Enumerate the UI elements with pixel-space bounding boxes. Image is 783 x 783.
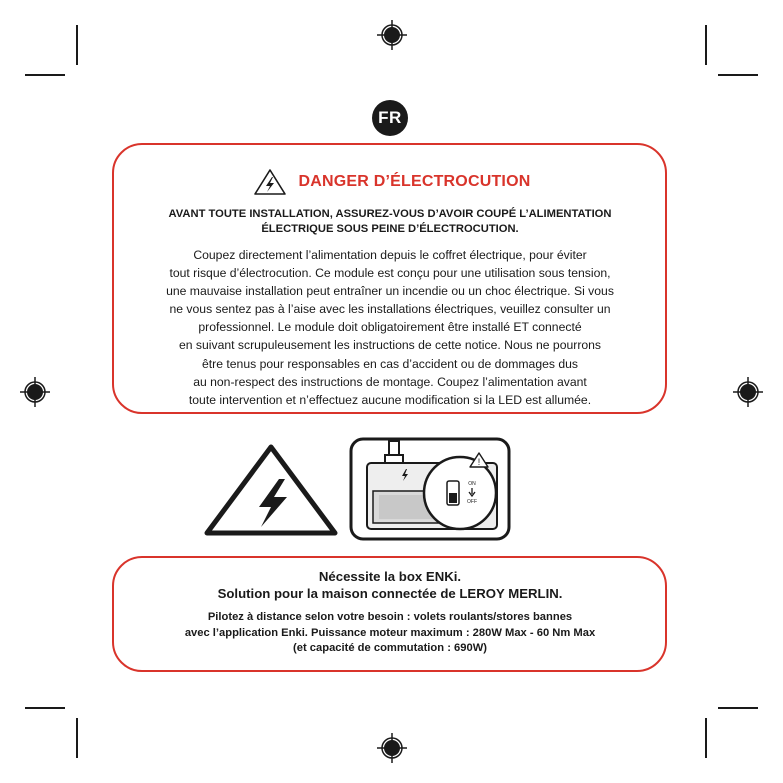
danger-body-line: être tenus pour responsables en cas d’accident ou de dommages dus [201,356,578,371]
crop-mark [25,74,65,76]
registration-mark-icon [20,377,50,407]
svg-text:!: ! [477,457,481,467]
info-body-line: avec l’application Enki. Puissance moteur maximum : 280W Max - 60 Nm Max [184,626,596,639]
registration-mark-icon [377,733,407,763]
danger-body [118,246,662,409]
registration-mark-icon [733,377,763,407]
danger-body-line: une mauvaise installation peut entraîner un incendie ou un choc électrique. Si vous [166,284,614,299]
danger-heading [120,207,660,237]
crop-mark [705,25,707,65]
switch-on-label: ON [468,481,476,487]
danger-body-line: ne vous sentez pas à l’aise avec les installations électriques, veuillez consulter un [169,302,611,317]
high-voltage-warning-icon [201,441,341,539]
danger-body-line: toute intervention et n’effectuez aucune modification si la LED est allumée. [188,392,592,407]
danger-body-line: au non-respect des instructions de montage. Coupez l’alimentation avant [193,374,587,389]
info-body [120,610,660,657]
danger-heading-line: ÉLECTRIQUE SOUS PEINE D’ÉLECTROCUTION. [261,223,519,235]
crop-mark [76,25,78,65]
language-badge: FR [372,100,408,136]
crop-mark [718,74,758,76]
crop-mark [705,718,707,758]
info-heading-line: Nécessite la box ENKi. [318,569,462,584]
danger-body-line: en suivant scrupuleusement les instructions de cette notice. Nous ne pourrons [178,338,602,353]
danger-body-line: Coupez directement l’alimentation depuis le coffret électrique, pour éviter [193,248,587,262]
switch-off-label: OFF [467,499,477,505]
danger-body-line: tout risque d’électrocution. Ce module est conçu pour une utilisation sous tension, [169,266,611,281]
module-switch-diagram [349,437,511,541]
crop-mark [76,718,78,758]
crop-mark [25,707,65,709]
registration-mark-icon [377,20,407,50]
electric-hazard-icon [253,168,287,196]
info-heading [120,568,660,602]
info-body-line: (et capacité de commutation : 690W) [293,642,487,654]
danger-title: DANGER D’ÉLECTROCUTION [298,173,531,190]
info-body-line: Pilotez à distance selon votre besoin : volets roulants/stores bannes [207,611,573,623]
danger-body-line: professionnel. Le module doit obligatoirement être installé ET connecté [198,320,582,335]
danger-title-row [0,168,783,196]
crop-mark [718,707,758,709]
info-heading-line: Solution pour la maison connectée de LEROY MERLIN. [217,586,563,601]
danger-heading-line: AVANT TOUTE INSTALLATION, ASSUREZ-VOUS D’AVOIR COUPÉ L’ALIMENTATION [168,208,612,220]
